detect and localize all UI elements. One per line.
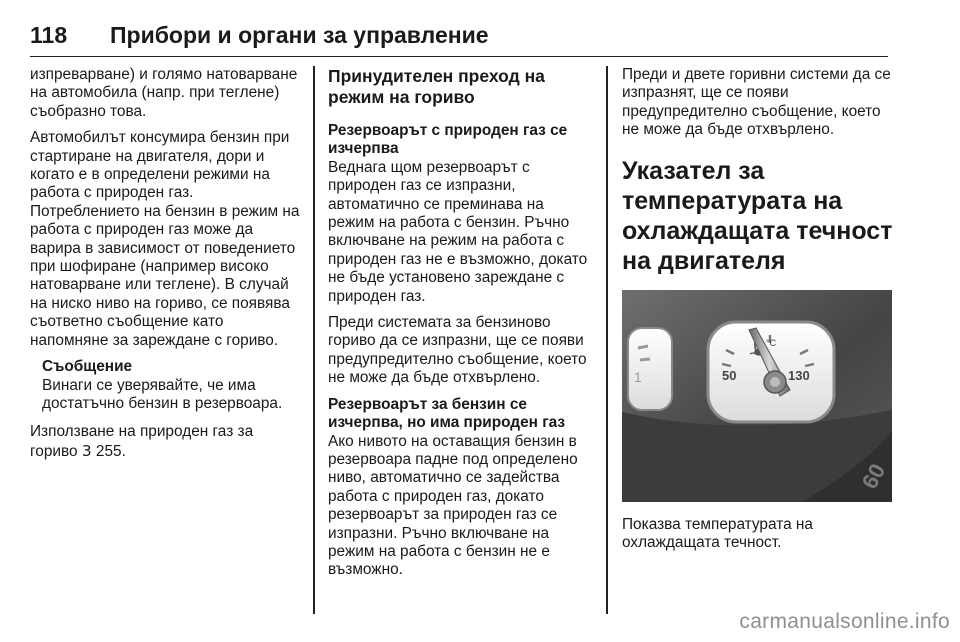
cross-reference [30, 423, 300, 461]
section-heading: Указател за температурата на охлаждащата течност на двигателя [622, 156, 893, 275]
paragraph: Преди системата за бензиново гориво да се изпразни, ще се появи предупредително съобщение, което не може да бъде отхвърлено. [328, 314, 587, 387]
paragraph: изпреварване) и голямо натоварване на автомобила (напр. при теглене) съобразно това. [30, 66, 298, 120]
subsection-heading: Резервоарът с природен газ се изчерпва [328, 122, 568, 158]
coolant-temperature-gauge-figure [622, 290, 892, 502]
column-2 [328, 66, 594, 588]
watermark: carmanualsonline.info [739, 610, 950, 633]
reference-page-link[interactable]: 255. [95, 442, 126, 460]
gauge-low-label: 50 [722, 367, 737, 383]
column-divider-1 [313, 66, 315, 614]
page-number: 118 [30, 22, 68, 48]
subsection-heading: Резервоарът за бензин се изчерпва, но има природен газ [328, 395, 566, 432]
gauge-high-label: 130 [788, 367, 810, 383]
page-title: Прибори и органи за управление [110, 22, 489, 48]
reference-text: Използване на природен газ за гориво [30, 423, 254, 460]
speedometer-mark: 60 [856, 459, 891, 493]
page-header [30, 22, 888, 57]
note-text: Винаги се уверявайте, че има достатъчно бензин в резервоара. [42, 376, 283, 412]
column-divider-2 [606, 66, 608, 614]
paragraph: Автомобилът консумира бензин при стартиране на двигателя, дори и когато е в определени режими на работа с природен газ. Потреблението на бензин в режим на работа с природен газ може да варира в зависимост от поведението при шофиране (например високо натоварване или теглене). В случай на ниско ниво на гориво, се появява съответно съобщение като напомняне за зареждане с гориво. [30, 129, 300, 349]
column-1 [30, 66, 300, 469]
section-heading: Принудителен преход на режим на гориво [328, 66, 545, 107]
left-gauge-mark: 1 [634, 368, 642, 385]
paragraph: Веднага щом резервоарът с природен газ се изпразни, автоматично се преминава на режим на работа с бензин. Ръчно включване на режим на работа с природен газ не е възможно, докато не бъде установено зареждане с природен газ. [328, 158, 588, 305]
column-3 [622, 66, 894, 560]
paragraph: Преди и двете горивни системи да се изпразнят, ще се появи предупредително съобщение, което не може да бъде отхвърлено. [622, 66, 891, 139]
paragraph: Ако нивото на оставащия бензин в резервоара падне под определено ниво, автоматично се задейства работа с природен газ, докато резервоарът за природен газ се изпразни. Ръчно включване на режим на работа с бензин не е възможно. [328, 432, 578, 579]
figure-caption: Показва температурата на охлаждащата течност. [622, 515, 813, 552]
reference-arrow-icon: 3 [81, 441, 92, 460]
note-box [42, 358, 300, 413]
gauge-unit-label: °C [766, 337, 777, 348]
note-title: Съобщение [42, 358, 133, 376]
